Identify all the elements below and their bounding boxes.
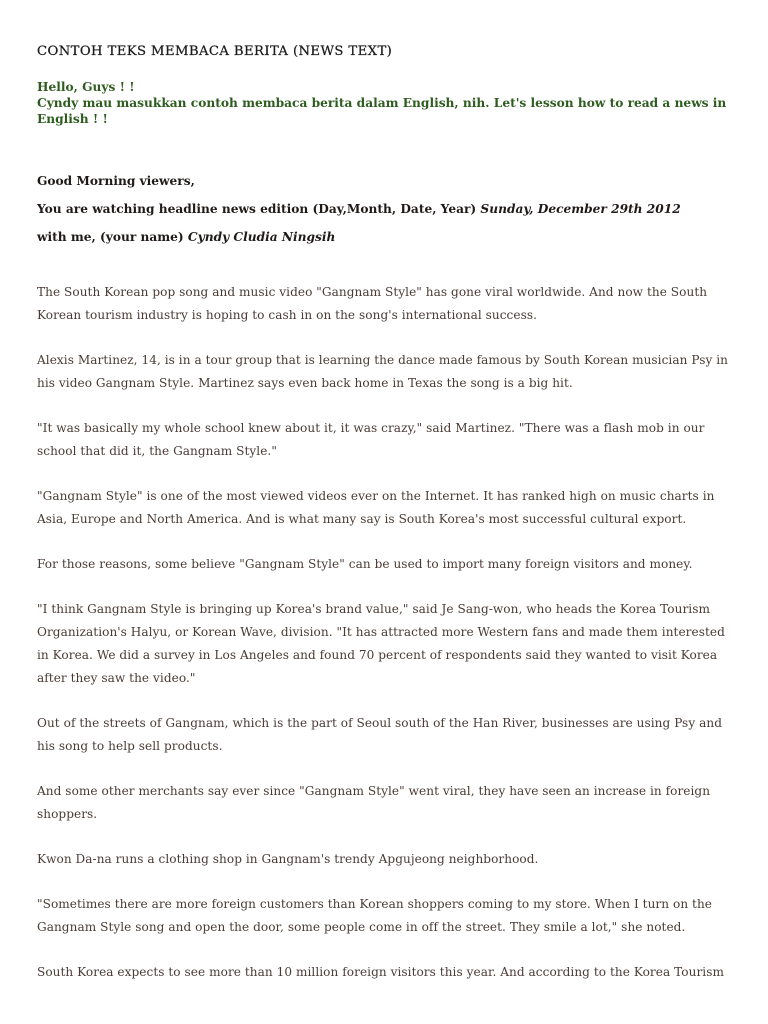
news-paragraph-4: "Gangnam Style" is one of the most viewed videos ever on the Internet. It has ranked high on music charts in Asia, Europe and North America. And is what many say is South Korea's most successful cultural export.	[37, 489, 715, 526]
intro-edition-date: Sunday, December 29th 2012	[480, 202, 681, 216]
news-paragraph-9: Kwon Da-na runs a clothing shop in Gangnam's trendy Apgujeong neighborhood.	[37, 852, 539, 866]
greeting-block	[37, 79, 734, 127]
news-paragraph-6: "I think Gangnam Style is bringing up Korea's brand value," said Je Sang-won, who heads the Korea Tourism Organization's Halyu, or Korean Wave, division. "It has attracted more Western fans and made them interested in Korea. We did a survey in Los Angeles and found 70 percent of respondents said they wanted to visit Korea after they saw the video."	[37, 602, 725, 685]
news-paragraph-8: And some other merchants say ever since "Gangnam Style" went viral, they have seen an increase in foreign shoppers.	[37, 784, 711, 821]
intro-morning: Good Morning viewers,	[37, 174, 195, 188]
intro-presenter	[37, 229, 734, 245]
greeting-line-2: Cyndy mau masukkan contoh membaca berita dalam English, nih. Let's lesson how to read a news in English ! !	[37, 96, 727, 126]
news-paragraph-10: "Sometimes there are more foreign customers than Korean shoppers coming to my store. When I turn on the Gangnam Style song and open the door, some people come in off the street. They smile a lot," she noted.	[37, 897, 713, 934]
news-paragraph-3: "It was basically my whole school knew about it, it was crazy," said Martinez. "There was a flash mob in our school that did it, the Gangnam Style."	[37, 421, 705, 458]
news-paragraph-2: Alexis Martinez, 14, is in a tour group that is learning the dance made famous by South Korean musician Psy in his video Gangnam Style. Martinez says even back home in Texas the song is a big hit.	[37, 353, 728, 390]
section-spacer	[37, 257, 734, 281]
news-paragraph-1: The South Korean pop song and music video "Gangnam Style" has gone viral worldwide. And now the South Korean tourism industry is hoping to cash in on the song's international success.	[37, 285, 708, 322]
document-title: CONTOH TEKS MEMBACA BERITA (NEWS TEXT)	[37, 44, 393, 59]
news-paragraph-7: Out of the streets of Gangnam, which is the part of Seoul south of the Han River, businesses are using Psy and his song to help sell products.	[37, 716, 722, 753]
news-paragraph-5: For those reasons, some believe "Gangnam Style" can be used to import many foreign visitors and money.	[37, 557, 693, 571]
intro-edition	[37, 201, 734, 217]
greeting-line-1: Hello, Guys ! !	[37, 80, 135, 94]
intro-presenter-prefix: with me, (your name)	[37, 230, 184, 244]
intro-presenter-name: Cyndy Cludia Ningsih	[187, 230, 336, 244]
intro-edition-prefix: You are watching headline news edition (Day,Month, Date, Year)	[37, 202, 477, 216]
news-paragraph-11: South Korea expects to see more than 10 million foreign visitors this year. And according to the Korea Tourism	[37, 965, 724, 979]
